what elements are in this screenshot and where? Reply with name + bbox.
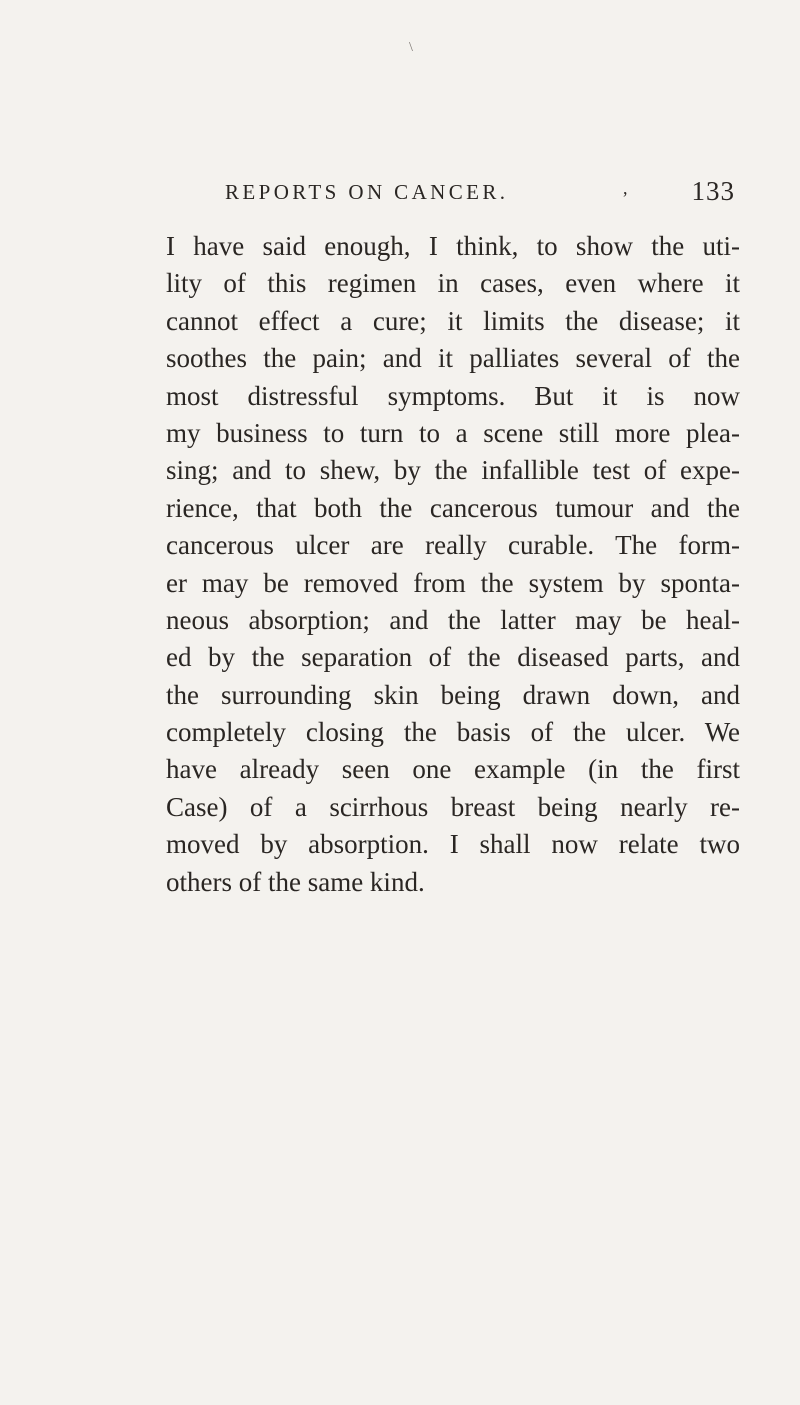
text-line: the surrounding skin being drawn down, and bbox=[166, 679, 740, 710]
text-line-last: others of the same kind. bbox=[166, 866, 425, 897]
text-line: lity of this regimen in cases, even where it bbox=[166, 268, 740, 299]
text-line: soothes the pain; and it palliates several of the bbox=[166, 343, 740, 374]
page-number: 133 bbox=[691, 176, 735, 206]
text-line: neous absorption; and the latter may be heal- bbox=[166, 604, 740, 635]
stray-ink-mark: \ bbox=[409, 40, 413, 55]
text-line: completely closing the basis of the ulcer. We bbox=[166, 717, 740, 748]
text-line: cannot effect a cure; it limits the disease; it bbox=[166, 305, 740, 336]
text-line: er may be removed from the system by sponta- bbox=[166, 567, 740, 598]
text-line: moved by absorption. I shall now relate two bbox=[166, 829, 740, 860]
text-line: Case) of a scirrhous breast being nearly re- bbox=[166, 791, 740, 822]
body-text bbox=[166, 228, 740, 901]
running-head-title: REPORTS ON CANCER. bbox=[225, 180, 509, 204]
text-line: have already seen one example (in the first bbox=[166, 754, 740, 785]
text-line: rience, that both the cancerous tumour and the bbox=[166, 492, 740, 523]
text-line: cancerous ulcer are really curable. The form- bbox=[166, 530, 740, 561]
running-head bbox=[225, 176, 735, 212]
text-line: most distressful symptoms. But it is now bbox=[166, 380, 740, 411]
text-line: my business to turn to a scene still more plea- bbox=[166, 417, 740, 448]
text-line: ed by the separation of the diseased parts, and bbox=[166, 642, 740, 673]
running-head-mark: , bbox=[623, 178, 628, 198]
text-line: I have said enough, I think, to show the uti- bbox=[166, 231, 740, 261]
text-line: sing; and to shew, by the infallible test of expe- bbox=[166, 455, 740, 486]
